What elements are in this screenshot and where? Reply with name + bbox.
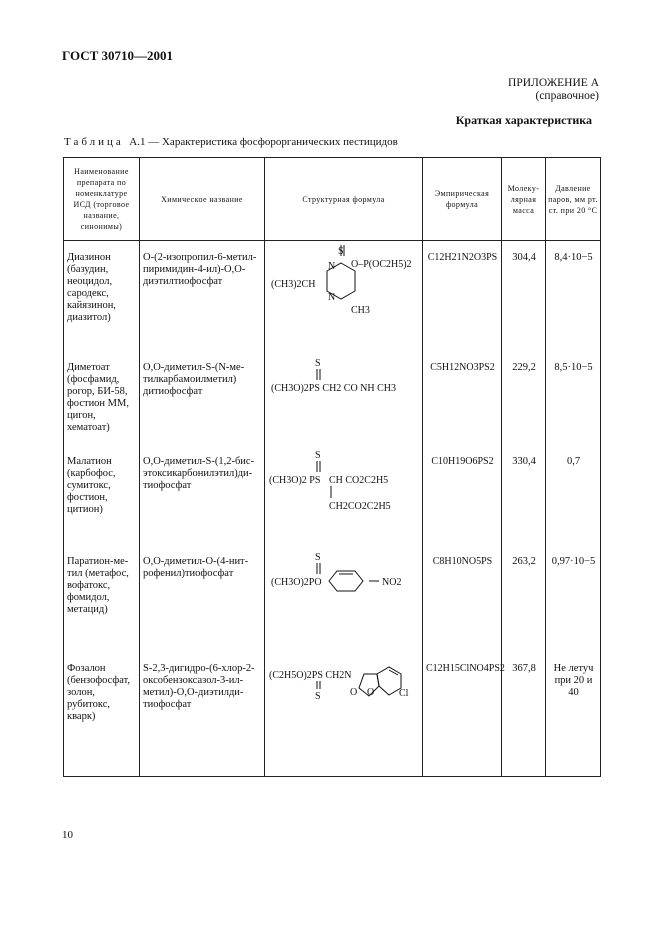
cell-vapor: Не летуч при 20 и 40: [546, 652, 601, 777]
cell-chemical: О,О-диметил-S-(1,2-бис-этоксикарбонилэтил)ди-тиофосфат: [140, 445, 265, 545]
cell-vapor: 0,97·10−5: [546, 545, 601, 652]
cell-name: Паратион-ме-тил (метафос, вофатокс, фомидол, метацид): [64, 545, 140, 652]
cell-chemical: О,О-диметил-S-(N-ме-тилкарбамоилметил) дитиофосфат: [140, 351, 265, 445]
table-row: [64, 545, 601, 652]
cell-vapor: 8,4·10−5: [546, 241, 601, 352]
struct-left: (CH3O)2 PS: [269, 475, 321, 486]
page-number: 10: [62, 829, 73, 841]
cell-name: Фозалон (бензофосфат, золон, рубитокс, кварк): [64, 652, 140, 777]
table-header-row: [64, 158, 601, 241]
cell-mass: 263,2: [502, 545, 546, 652]
cell-structure: [265, 351, 423, 445]
table-caption-word: Таблица: [64, 136, 124, 148]
benzo-ring: [377, 667, 401, 695]
pesticide-table: [63, 157, 601, 777]
struct-ch3: CH3: [351, 305, 370, 316]
cell-vapor: 8,5·10−5: [546, 351, 601, 445]
struct-o2: O: [367, 687, 375, 698]
cell-chemical: О,О-диметил-О-(4-нит-рофенил)тиофосфат: [140, 545, 265, 652]
cell-empirical: C12H15ClNO4PS2: [423, 652, 502, 777]
struct-cl: Cl: [399, 688, 409, 699]
cell-chemical: S-2,3-дигидро-(6-хлор-2-оксобензоксазол-3-ил-метил)-О,О-диэтилди-тиофосфат: [140, 652, 265, 777]
struct-left: (C2H5O)2PS CH2N: [269, 670, 352, 681]
struct-s: S: [315, 358, 321, 369]
struct-right: NO2: [382, 577, 402, 588]
struct-s: S: [315, 450, 321, 461]
structure-diazinon: [265, 241, 423, 340]
benzo-inner-bond: [389, 670, 398, 675]
structure-parathion-methyl: [265, 545, 423, 641]
cell-structure: [265, 652, 423, 777]
struct-lower: CH2CO2C2H5: [329, 501, 391, 512]
cell-empirical: C8H10NO5PS: [423, 545, 502, 652]
cell-mass: 330,4: [502, 445, 546, 545]
table-row: [64, 445, 601, 545]
cell-chemical: О-(2-изопропил-6-метил-пиримидин-4-ил)-О,О-диэтилтиофосфат: [140, 241, 265, 352]
struct-o1: O: [350, 687, 358, 698]
struct-n1: N: [328, 261, 336, 272]
col-header-name: Наименование препарата по номенклатуре ИСД (торговое название, синонимы): [64, 158, 140, 241]
structure-malathion: [265, 445, 423, 534]
cell-mass: 367,8: [502, 652, 546, 777]
cell-empirical: C10H19O6PS2: [423, 445, 502, 545]
col-header-structure: Структурная формула: [265, 158, 423, 241]
appendix-block: [508, 77, 599, 103]
cell-empirical: C12H21N2O3PS: [423, 241, 502, 352]
struct-right: CH CO2C2H5: [329, 475, 389, 486]
table-row: [64, 241, 601, 352]
struct-left: (CH3O)2PO: [271, 577, 322, 588]
cell-structure: [265, 445, 423, 545]
col-header-vapor: Давление паров, мм рт. ст. при 20 °С: [546, 158, 601, 241]
struct-s: S: [338, 246, 344, 257]
cell-name: Диазинон (базудин, неоцидол, сародекс, кайязинон, диазитол): [64, 241, 140, 352]
struct-s: S: [315, 552, 321, 563]
col-header-mass: Молеку-лярная масса: [502, 158, 546, 241]
struct-substituent: (CH3)2CH: [271, 279, 316, 290]
table-row: [64, 652, 601, 777]
table-caption: [64, 136, 398, 148]
cell-mass: 229,2: [502, 351, 546, 445]
section-subtitle: Краткая характеристика: [455, 113, 592, 127]
cell-name: Малатион (карбофос, сумитокс, фостион, цитион): [64, 445, 140, 545]
standard-number: ГОСТ 30710—2001: [62, 48, 174, 63]
struct-s: S: [315, 691, 321, 702]
cell-vapor: 0,7: [546, 445, 601, 545]
struct-n2: N: [328, 292, 336, 303]
col-header-chemical: Химическое название: [140, 158, 265, 241]
structure-dimethoate: [265, 351, 423, 434]
structure-phosalone: [265, 652, 423, 765]
appendix-title: ПРИЛОЖЕНИЕ А: [508, 77, 599, 89]
cell-name: Диметоат (фосфамид, рогор, БИ-58, фостион ММ, цигон, хематоат): [64, 351, 140, 445]
appendix-note: (справочное): [535, 90, 599, 102]
cell-structure: [265, 241, 423, 352]
col-header-empirical: Эмпирическая формула: [423, 158, 502, 241]
struct-formula: (CH3O)2PS CH2 CO NH CH3: [271, 383, 397, 394]
cell-structure: [265, 545, 423, 652]
table-caption-text: А.1 — Характеристика фосфорорганических пестицидов: [129, 136, 398, 148]
cell-mass: 304,4: [502, 241, 546, 352]
cell-empirical: C5H12NO3PS2: [423, 351, 502, 445]
struct-o-p: O–P(OC2H5)2: [351, 259, 412, 270]
table-row: [64, 351, 601, 445]
